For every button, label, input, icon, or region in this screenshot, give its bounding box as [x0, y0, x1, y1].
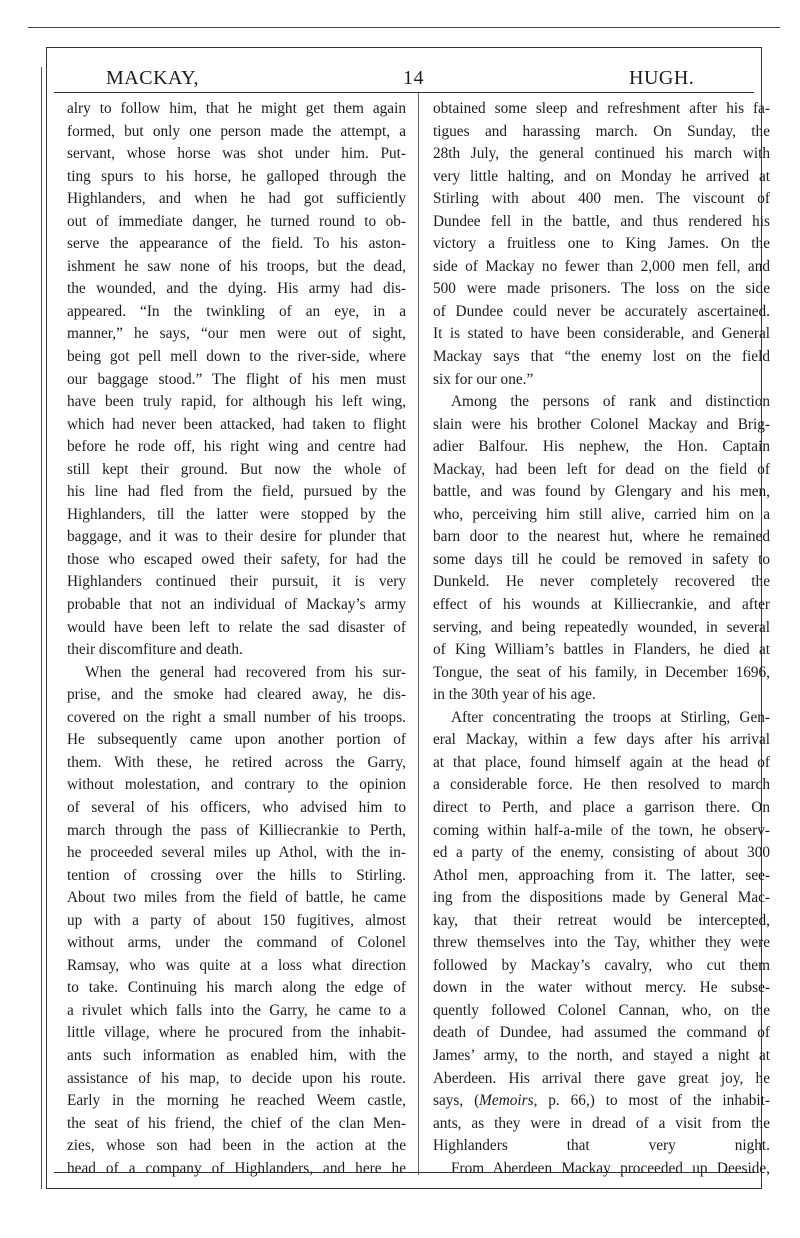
text-line: before he rode off, his right wing and centre had	[67, 438, 406, 456]
text-line: formed, but only one person made the attempt, a	[67, 122, 406, 140]
text-line: our baggage stood.” The flight of his men must	[67, 370, 406, 388]
text-line: serve the appearance of the field. To his aston-	[67, 235, 406, 253]
text-line: From Aberdeen Mackay proceeded up Deeside,	[451, 1159, 770, 1177]
page-number: 14	[403, 67, 424, 89]
left-text-column	[67, 98, 406, 1180]
text-line: side of Mackay no fewer than 2,000 men fell, and	[433, 257, 770, 275]
text-line: When the general had recovered from his sur-	[85, 663, 406, 681]
text-line: After concentrating the troops at Stirling, Gen-	[451, 708, 770, 726]
text-line: of several of his officers, who advised him to	[67, 798, 406, 816]
text-line: Highlanders, till the latter were stopped by the	[67, 505, 406, 523]
text-line: without molestation, and contrary to the opinion	[67, 776, 406, 794]
footer-rule	[54, 1172, 754, 1173]
header-right-title: HUGH.	[629, 67, 695, 89]
text-line: ants such information as enabled him, with the	[67, 1046, 406, 1064]
text-line: prise, and the smoke had cleared away, he dis-	[67, 686, 406, 704]
text-line: tigues and harassing march. On Sunday, the	[433, 122, 770, 140]
text-line: out of immediate danger, he turned round to ob-	[67, 212, 406, 230]
text-line: being got pell mell down to the river-side, where	[67, 348, 406, 366]
text-line: covered on the right a small number of his troops.	[67, 708, 406, 726]
text-line: have been truly rapid, for although his left wing,	[67, 393, 406, 411]
text-line: battle, and was found by Glengary and his men,	[433, 483, 770, 501]
text-line: quently followed Colonel Cannan, who, on the	[433, 1001, 770, 1019]
text-line: tention of crossing over the hills to Stirling.	[67, 866, 406, 884]
text-line: the seat of his friend, the chief of the clan Men-	[67, 1114, 406, 1132]
text-line: 28th July, the general continued his march with	[433, 145, 770, 163]
text-line: It is stated to have been considerable, and General	[433, 325, 770, 343]
text-line: a rivulet which falls into the Garry, he came to a	[67, 1001, 406, 1019]
text-line: ing from the dispositions made by General Mac-	[433, 889, 770, 907]
text-line: obtained some sleep and refreshment after his fa-	[433, 100, 770, 117]
running-header	[54, 52, 754, 88]
text-line: slain were his brother Colonel Mackay and Brig-	[433, 415, 770, 433]
text-line: coming within half-a-mile of the town, he observ-	[433, 821, 770, 839]
text-line: Athol men, approaching from it. The latter, see-	[433, 866, 770, 884]
text-line: little village, where he procured from the inhabit-	[67, 1024, 406, 1042]
italic-title: Memoirs	[479, 1092, 534, 1110]
text-line: those who escaped owed their safety, for had the	[67, 550, 406, 568]
column-divider	[418, 93, 419, 1175]
text-line: Aberdeen. His arrival there gave great joy, he	[433, 1069, 770, 1087]
text-line: baggage, and it was to their desire for plunder that	[67, 528, 406, 546]
text-line: without arms, under the command of Colonel	[67, 934, 406, 952]
header-rule	[54, 92, 754, 93]
text-line: of King William’s battles in Flanders, he died at	[433, 641, 770, 659]
text-line: victory a fruitless one to King James. On the	[433, 235, 770, 253]
text-line: down in the water without mercy. He subse-	[433, 979, 770, 997]
text-line: He subsequently came upon another portion of	[67, 731, 406, 749]
text-line: which had never been attacked, had taken to flight	[67, 415, 406, 433]
text-line: probable that not an individual of Mackay’s army	[67, 596, 406, 614]
text-line: head of a company of Highlanders, and here he	[67, 1159, 406, 1177]
text-line: direct to Perth, and place a garrison there. On	[433, 798, 770, 816]
right-text-column	[433, 98, 770, 1180]
text-line: the wounded, and the dying. His army had dis-	[67, 280, 406, 298]
text-line: eral Mackay, within a few days after his arrival	[433, 731, 770, 749]
text-line: ed a party of the enemy, consisting of about 300	[433, 844, 770, 862]
text-line: James’ army, to the north, and stayed a night at	[433, 1046, 770, 1064]
text-line: his line had fled from the field, pursued by the	[67, 483, 406, 501]
text-line: march through the pass of Killiecrankie to Perth,	[67, 821, 406, 839]
text-line: of Dundee could never be accurately ascertained.	[433, 302, 770, 320]
text-line: a considerable force. He then resolved to march	[433, 776, 770, 794]
text-line: Ramsay, who was quite at a loss what direction	[67, 956, 406, 974]
text-line: ants, as they were in dread of a visit from the	[433, 1114, 770, 1132]
text-line: Highlanders, and when he had got sufficiently	[67, 190, 406, 208]
text-line: ting spurs to his horse, he galloped through the	[67, 167, 406, 185]
text-line: Tongue, the seat of his family, in December 1696,	[433, 663, 770, 681]
text-line: alry to follow him, that he might get them again	[67, 100, 406, 117]
header-left-title: MACKAY,	[106, 67, 199, 89]
text-line: 500 were made prisoners. The loss on the side	[433, 280, 770, 298]
text-line: six for our one.”	[433, 370, 534, 388]
text-line: appeared. “In the twinkling of an eye, in a	[67, 302, 406, 320]
text-line: barn door to the nearest hut, where he remained	[433, 528, 770, 546]
text-line: serving, and being repeatedly wounded, in several	[433, 618, 770, 636]
text-line: Highlanders continued their pursuit, it is very	[67, 573, 406, 591]
text-line: kay, that their retreat would be intercepted,	[433, 911, 770, 929]
text-line: at that place, found himself again at the head of	[433, 753, 770, 771]
text-line: zies, whose son had been in the action at the	[67, 1137, 406, 1155]
text-line: to take. Continuing his march along the edge of	[67, 979, 406, 997]
text-line: Early in the morning he reached Weem castle,	[67, 1092, 406, 1110]
text-line: assistance of his map, to decide upon his route.	[67, 1069, 406, 1087]
text-line: who, perceiving him still alive, carried him on a	[433, 505, 770, 523]
text-line: up with a party of about 150 fugitives, almost	[67, 911, 406, 929]
text-line: threw themselves into the Tay, whither they were	[433, 934, 770, 952]
text-line: manner,” he says, “our men were out of sight,	[67, 325, 406, 343]
text-line: still kept their ground. But now the whole of	[67, 460, 406, 478]
text-line: them. With these, he retired across the Garry,	[67, 753, 406, 771]
text-line: Dunkeld. He never completely recovered the	[433, 573, 770, 591]
text-line: death of Dundee, had assumed the command of	[433, 1024, 770, 1042]
text-line: followed by Mackay’s cavalry, who cut them	[433, 956, 770, 974]
text-line: in the 30th year of his age.	[433, 686, 596, 704]
text-line: would have been left to relate the sad disaster of	[67, 618, 406, 636]
text-line: Stirling with about 400 men. The viscount of	[433, 190, 770, 208]
text-line: effect of his wounds at Killiecrankie, and after	[433, 596, 770, 614]
text-line: Mackay says that “the enemy lost on the field	[433, 348, 770, 366]
text-line: their discomfiture and death.	[67, 641, 243, 659]
text-line: very little halting, and on Monday he arrived at	[433, 167, 770, 185]
text-line: Among the persons of rank and distinction	[451, 393, 770, 411]
text-line: Dundee fell in the battle, and thus rendered his	[433, 212, 770, 230]
page-top-rule	[28, 27, 780, 28]
text-line: ishment he saw none of his troops, but the dead,	[67, 257, 406, 275]
text-line: says, (Memoirs, p. 66,) to most of the inhabit-	[433, 1092, 770, 1110]
text-line: servant, whose horse was shot under him. Put-	[67, 145, 406, 163]
frame-margin-line	[41, 67, 42, 1189]
text-line: Highlanders that very night.	[433, 1137, 770, 1155]
text-line: he proceeded several miles up Athol, with the in-	[67, 844, 406, 862]
text-line: some days till he could be removed in safety to	[433, 550, 770, 568]
text-line: adier Balfour. His nephew, the Hon. Captain	[433, 438, 770, 456]
text-line: Mackay, had been left for dead on the field of	[433, 460, 770, 478]
text-line: About two miles from the field of battle, he came	[67, 889, 406, 907]
